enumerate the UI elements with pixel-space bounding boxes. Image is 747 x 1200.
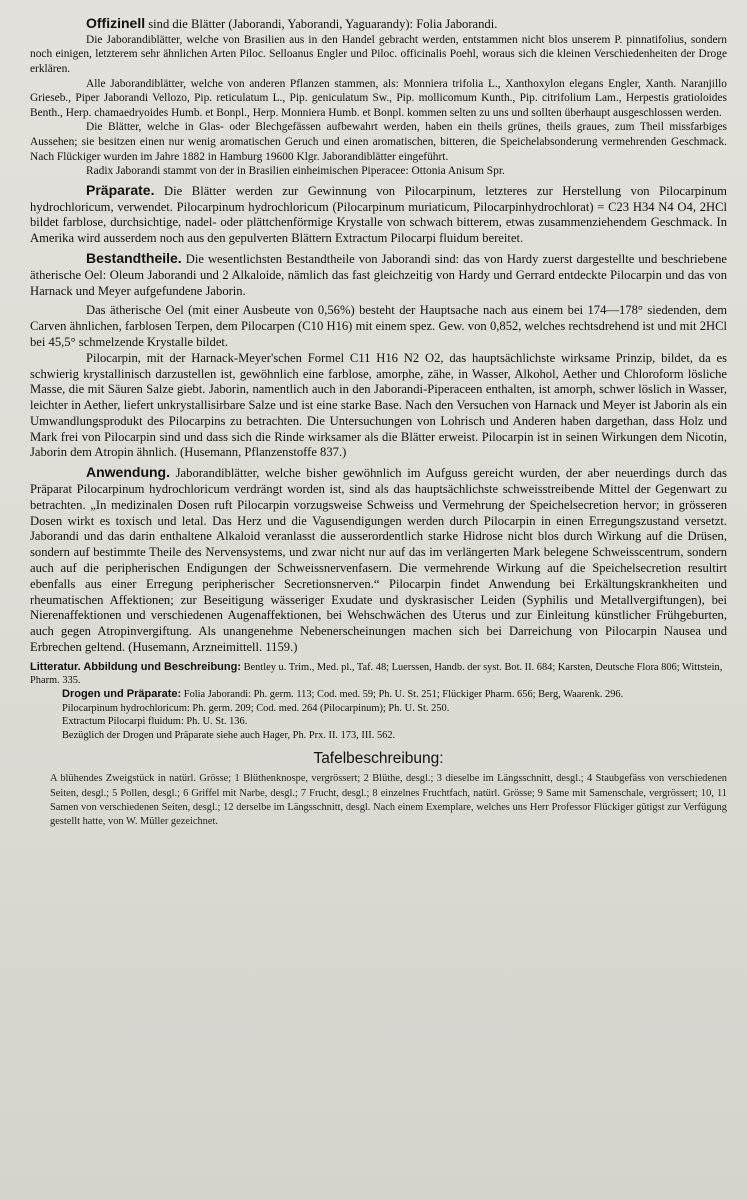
litteratur-line-1 (30, 661, 727, 688)
anwendung-text: Jaborandiblätter, welche bisher gewöhnlich im Aufguss gereicht wurden, der aber neuerdings durch das Präparat Pilocarpinum hydrochloricum verdrängt worden ist, sind als das hauptsächlichste schweisstreibende Mittel der Gegenwart zu betrachten. „In medizinalen Dosen ruft Pilocarpin vorzugsweise Schweiss und Vermehrung der Speichelsecretion hervor; in grösseren Dosen wirkt es toxisch und letal. Das Herz und die Vagusendigungen werden durch Pilocarpin in einen Erregungszustand versetzt. Jaborandi und das darin enthaltene Alkaloid veranlasst die ausserordentlich starke Hidrose nicht blos durch Wirkung auf die Drüsen, sondern auf bestimmte Theile des Nervensystems, und zwar nicht nur auf das im verlängerten Mark belegene Schweisscentrum, sondern auch auf die peripherischen Endigungen der Schweissnervenfasern. Die vermehrende Wirkung auf die Speichelsecretion resultirt ebenfalls aus einer Erregung peripherischer Secretionsnerven.“ Pilocarpin findet Anwendung bei Erkältungskrankheiten und rheumatischen Affektionen; zur Beseitigung wässeriger Exudate und dyskrasischer Leiden (Syphilis und Metallvergiftungen), bei Nierenaffektionen und verschiedenen Augenaffektionen, bei Wehschwächen des Uterus und zur Einleitung künstlicher Frühgeburten, auch gegen Atropinvergiftung. Als unangenehme Nebenerscheinungen machen sich bei Darreichung von Pilocarpin Nausea und Erbrechen geltend. (Husemann, Arzneimittell. 1159.) (30, 466, 727, 655)
litteratur-line-2 (30, 688, 727, 702)
tafelbeschreibung-heading: Tafelbeschreibung: (313, 750, 444, 768)
offizinell-heading: Offizinell (86, 15, 146, 31)
offizinell-storage-text: Die Blätter, welche in Glas- oder Blechgefässen aufbewahrt werden, haben ein theils grünes, theils graues, zum Theil missfarbiges Aussehen; sie besitzen einen nur wenig aromatischen Geruch und einen aromatischen, bitteren, die Speichelabsonderung vermehrenden Geschmack. Nach Flückiger wurden im Jahre 1882 in Hamburg 19600 Klgr. Jaborandiblätter eingeführt. (30, 121, 727, 163)
litteratur-line-3: Pilocarpinum hydrochloricum: Ph. germ. 209; Cod. med. 264 (Pilocarpinum); Ph. U. St. 250. (62, 702, 450, 714)
bestandtheile-paragraph (30, 251, 727, 299)
litteratur-section (30, 661, 727, 743)
offizinell-paragraph (30, 16, 727, 33)
offizinell-origin-text: Die Jaborandiblätter, welche von Brasilien aus in den Handel gebracht werden, entstammen nicht blos unserem P. pinnatifolius, sondern noch einigen, letzterem sehr ähnlichen Arten Piloc. Selloanus Engler und Piloc. officinalis Poehl, woraus sich die kleinen Verschiedenheiten der Droge erklären. (30, 33, 727, 75)
offizinell-intro: sind die Blätter (Jaborandi, Yaborandi, Yaguarandy): Folia Jaborandi. (148, 17, 498, 31)
drogen-text: Folia Jaborandi: Ph. germ. 113; Cod. med. 59; Ph. U. St. 251; Flückiger Pharm. 656; Berg, Waarenk. 296. (183, 689, 624, 701)
litteratur-line-4: Extractum Pilocarpi fluidum: Ph. U. St. 136. (62, 716, 248, 728)
praeparate-paragraph (30, 183, 727, 247)
praeparate-heading: Präparate. (86, 181, 155, 198)
bestandtheile-intro: Die wesentlichsten Bestandtheile von Jaborandi sind: das von Hardy zuerst dargestellte und beschriebene ätherische Oel: Oleum Jaborandi und 2 Alkaloide, nämlich das fast gleichzeitig von Hardy und Gerrard entdeckte Pilocarpin und das von Harnack und Meyer aufgefundene Jaborin. (30, 251, 728, 298)
abbildung-text: Bentley u. Trim., Med. pl., Taf. 48; Luerssen, Handb. der syst. Bot. II. 684; Karsten, Deutsche Flora 806; Wittstein, Pharm. 335. (30, 661, 723, 687)
litteratur-heading: Litteratur. (30, 660, 81, 673)
bestandtheile-heading: Bestandtheile. (86, 249, 182, 266)
bestandtheile-pilocarpin-text: Pilocarpin, mit der Harnack-Meyer'schen Formel C11 H16 N2 O2, das hauptsächlichste wirksame Prinzip, bildet, da es schwierig krystallinisch darzustellen ist, gewöhnlich eine farblose, amorphe, zähe, in Wasser, Alkohol, Aether und Chloroform lösliche Masse, die mit Säuren Salze giebt. Jaborin, namentlich auch in den Jaborandi-Piperaceen enthalten, ist amorph, schwer löslich in Wasser, leichter in Aether, liefert unkrystallisirbare Salze und ist eine starke Base. Nach den Versuchen von Harnack und Meyer ist Jaborin als ein Umwandlungsprodukt des Pilocarpins zu betrachten. Die Untersuchungen von Lohrisch und Anderen haben dargethan, dass Holz und Mark frei von Pilocarpin sind und dass sich die Rinde wirksamer als die Blätter erweist. Pilocarpin ist in seinen Wirkungen dem Nicotin, Jaborin dem Atropin ähnlich. (Husemann, Pflanzenstoffe 837.) (30, 350, 727, 460)
anwendung-heading: Anwendung. (86, 464, 170, 481)
offizinell-other-species-text: Alle Jaborandiblätter, welche von anderen Pflanzen stammen, als: Monniera trifolia L., Xanthoxylon elegans Engler, Xanth. Naranjillo Grieseb., Piper Jaborandi Vellozo, Pip. reticulatum L., Pip. geniculatum Sw., Pip. mollicomum Kunth., Pip. citrifolium Lam., Herpestis gratioloides Benth., Herp. chamaedryoides Humb. et Bonpl., Herp. Monniera Humb. et Bonpl. kommen selten zu uns und sollten überhaupt ausgeschlossen werden. (30, 77, 727, 119)
anwendung-paragraph (30, 465, 727, 656)
abbildung-label: Abbildung und Beschreibung: (83, 660, 241, 673)
litteratur-line-5: Bezüglich der Drogen und Präparate siehe auch Hager, Ph. Prx. II. 173, III. 562. (62, 729, 396, 741)
tafelbeschreibung-text: A blühendes Zweigstück in natürl. Grösse; 1 Blüthenknospe, vergrössert; 2 Blüthe, desgl.; 3 dieselbe im Längsschnitt, desgl.; 4 Staubgefäss von verschiedenen Seiten, desgl.; 5 Pollen, desgl.; 6 Griffel mit Narbe, desgl.; 7 Frucht, desgl.; 8 einzelnes Fruchtfach, natürl. Grösse; 9 Same mit Samenschale, vergrössert; 10, 11 Samen von verschiedenen Seiten, desgl.; 12 derselbe im Längsschnitt, desgl. Nach einem Exemplare, welches uns Herr Professor Flückiger gütigst zur Verfügung gestellt hatte, von W. Müller gezeichnet. (50, 773, 727, 828)
drogen-label: Drogen und Präparate: (62, 688, 182, 701)
offizinell-radix-text: Radix Jaborandi stammt von der in Brasilien einheimischen Piperacee: Ottonia Anisum Spr. (86, 165, 505, 178)
praeparate-text: Die Blätter werden zur Gewinnung von Pilocarpinum, letzteres zur Herstellung von Pilocarpinum hydrochloricum, verwendet. Pilocarpinum hydrochloricum (Pilocarpinum muriaticum, Pilocarpinhydrochlorat) = C23 H34 N4 O4, 2HCl bildet farblose, durchsichtige, nadel- oder plättchenförmige Krystalle von schwach bitterem, etwas zusammenziehendem Geschmack. In Amerika wird ausserdem noch aus den gepulverten Blättern Extractum Pilocarpi fluidum bereitet. (30, 183, 727, 246)
bestandtheile-oil-text: Das ätherische Oel (mit einer Ausbeute von 0,56%) besteht der Hauptsache nach aus einem bei 174—178° siedenden, dem Carven ähnlichen, farblosen Terpen, dem Pilocarpen (C10 H16) mit einem spez. Gew. von 0,852, welches rechtsdrehend ist und mit 2HCl bei 45,5° schmelzende Krystalle bildet. (30, 303, 727, 349)
